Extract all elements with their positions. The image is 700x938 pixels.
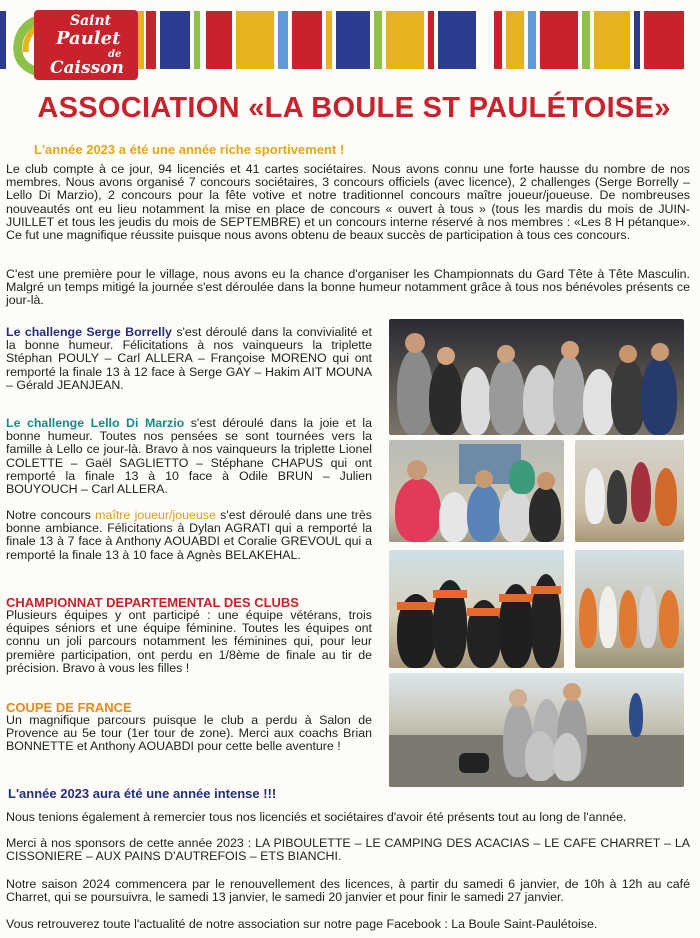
photo-borrelly-group bbox=[389, 319, 684, 435]
championnats-paragraph: C'est une première pour le village, nous avons eu la chance d'organiser les Championnats du Gard Tête à Tête Masculin. Malgré un temps mitigé la journée s'est déroulée dans la bonne humeur notamment grâce à tous nos bénévoles présents ce jour-là. bbox=[6, 267, 690, 308]
dimarzio-text: s'est déroulé dans la joie et la bonne humeur. Toutes nos pensées se sont tournées vers la famille à Lello ce jour-là. Bravo à nos vainqueurs la triplette Lionel COLETTE – Gaël SAGLIETTO – Stéphane CHAPUS qui ont remporté la finale 13 à 10 face à Odile BRUN – Julien BOUYOUCH – Carl ALLERA. bbox=[6, 416, 373, 497]
dimarzio-title: Le challenge Lello Di Marzio bbox=[6, 416, 185, 430]
photo-maitre-joueur bbox=[575, 440, 684, 542]
intense-title: L'année 2023 aura été une année intense !!! bbox=[8, 786, 277, 801]
logo-line1: Saint bbox=[70, 13, 112, 29]
sponsors-paragraph: Merci à nos sponsors de cette année 2023 : LA PIBOULETTE – LE CAMPING DES ACACIAS – LE CAFE CHARRET – LA CISSONIERE – AUX PAINS D'AUTREFOIS – ETS BIANCHI. bbox=[6, 836, 690, 864]
intro-title: L'année 2023 a été une année riche sportivement ! bbox=[34, 142, 345, 157]
maitre-text: s'est déroulé dans une très bonne ambiance. Félicitations à Dylan AGRATI qui a remporté la finale 13 à 7 face à Anthony AOUABDI et Coralie GREVOUL qui a remporté la finale 13 à 10 face à Agnès BELAKEHAL. bbox=[6, 508, 372, 562]
logo-line4: Caisson bbox=[50, 58, 124, 78]
clubs-title: CHAMPIONNAT DEPARTEMENTAL DES CLUBS bbox=[6, 595, 299, 610]
borrelly-title: Le challenge Serge Borrelly bbox=[6, 325, 172, 339]
coupe-paragraph: Un magnifique parcours puisque le club a perdu à Salon de Provence au 5e tour (1er tour de zone). Merci aux coachs Brian BONNETTE et Anthony AOUABDI pour cette belle aventure ! bbox=[6, 713, 372, 754]
page-title: ASSOCIATION «LA BOULE ST PAULÉTOISE» bbox=[37, 92, 671, 124]
dimarzio-paragraph bbox=[6, 417, 372, 496]
maitre-before: Notre concours bbox=[6, 508, 91, 522]
saison-paragraph: Notre saison 2024 commencera par le renouvellement des licences, à partir du samedi 6 janvier, de 10h à 12h au café Charret, qui se poursuivra, le samedi 13 janvier, le samedi 20 janvier et pour finir le samedi 27 janvier. bbox=[6, 877, 690, 905]
photo-dimarzio-group bbox=[389, 440, 564, 542]
maitre-highlight: maître joueur/joueuse bbox=[95, 508, 216, 522]
coupe-title: COUPE DE FRANCE bbox=[6, 700, 132, 715]
thanks-paragraph: Nous tenions également à remercier tous nos licenciés et sociétaires d'avoir été présents tout au long de l'année. bbox=[6, 810, 627, 824]
intro-paragraph: Le club compte à ce jour, 94 licenciés et 41 cartes sociétaires. Nous avons connu une forte hausse du nombre de nos membres. Nous avons organisé 7 concours sociétaires, 3 concours officiels (avec licence), 2 challenges (Serge Borrelly – Lello Di Marzio), 2 concours pour la fête votive et notre traditionnel concours maître joueur/joueuse. De nombreuses nouveautés ont eu lieu notamment la mise en place de concours « ouvert à tous » (tous les mardis du mois de JUIN-JUILLET et tous les jeudis du mois de SEPTEMBRE) et un concours interne réservé à nos membres : «Les 8 H pétanque». Ce fut une magnifique réussite puisque nous avons obtenu de beaux succès de participation à tous ces concours. bbox=[6, 162, 690, 243]
town-logo bbox=[10, 6, 136, 82]
photo-clubs-team bbox=[389, 550, 564, 668]
facebook-paragraph: Vous retrouverez toute l'actualité de notre association sur notre page Facebook : La Boule Saint-Paulétoise. bbox=[6, 917, 598, 931]
photo-clubs-line bbox=[575, 550, 684, 668]
clubs-paragraph: Plusieurs équipes y ont participé : une équipe vétérans, trois équipes séniors et une équipe féminine. Toutes les équipes ont connu un joli parcours notamment les féminines qui, pour leur première participation, ont perdu en 1/8ème de finale au tir de précision. Bravo à vous les filles ! bbox=[6, 608, 372, 675]
logo-line2: Paulet bbox=[56, 28, 121, 49]
photo-coupe-team bbox=[389, 673, 684, 787]
logo-line3: de bbox=[108, 49, 122, 60]
borrelly-text: s'est déroulé dans la convivialité et la bonne humeur. Félicitations à nos vainqueurs la triplette Stéphan POULY – Carl ALLERA – Françoise MORENO qui ont remporté la finale 13 à 12 face à Serge GAY – Hakim AIT MOUNA – Gérald JEANJEAN. bbox=[6, 325, 372, 392]
borrelly-paragraph bbox=[6, 326, 372, 392]
maitre-paragraph bbox=[6, 509, 372, 562]
